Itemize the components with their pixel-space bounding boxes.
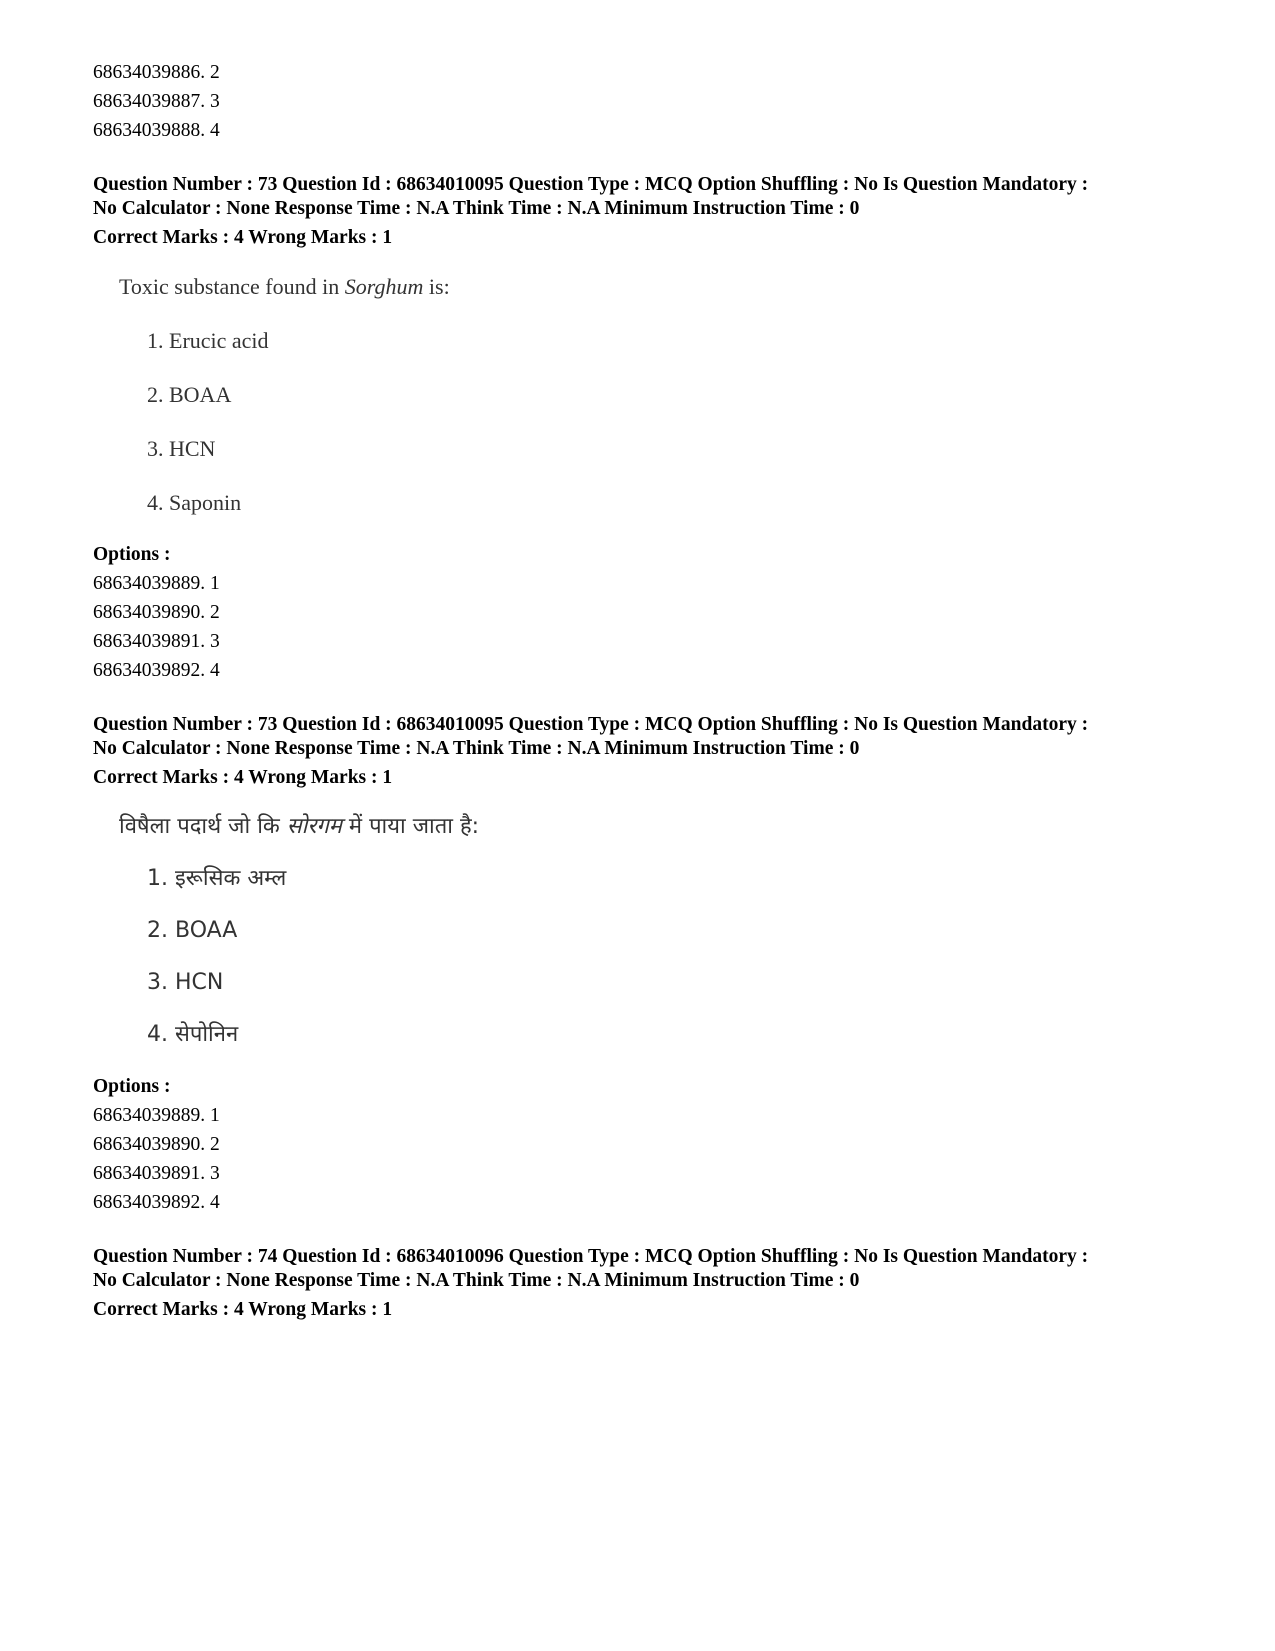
question-marks: Correct Marks : 4 Wrong Marks : 1 [93, 227, 393, 248]
question-meta-line: Question Number : 73 Question Id : 68634010095 Question Type : MCQ Option Shuffling : No Is Question Mandatory : [93, 714, 1089, 735]
question-meta-line: Question Number : 74 Question Id : 68634010096 Question Type : MCQ Option Shuffling : No Is Question Mandatory : [93, 1246, 1089, 1267]
options-label: Options : [93, 544, 171, 565]
option-line: 68634039889. 1 [93, 573, 220, 594]
option-line: 68634039890. 2 [93, 602, 220, 623]
document-page [93, 58, 1203, 1322]
question-meta-line: No Calculator : None Response Time : N.A Think Time : N.A Minimum Instruction Time : 0 [93, 198, 860, 219]
option-line: 68634039890. 2 [93, 1134, 220, 1155]
question-choice: 3. HCN [147, 970, 224, 995]
question-meta-line: No Calculator : None Response Time : N.A Think Time : N.A Minimum Instruction Time : 0 [93, 738, 860, 759]
question-choice: 2. BOAA [147, 918, 238, 943]
question-block-74 [93, 1245, 1203, 1322]
question-marks: Correct Marks : 4 Wrong Marks : 1 [93, 767, 393, 788]
question-choice: 1. Erucic acid [147, 328, 269, 353]
option-line: 68634039891. 3 [93, 1163, 220, 1184]
previous-options-list [93, 58, 1203, 145]
question-block-73-hi [93, 713, 1203, 1217]
question-choice: 2. BOAA [147, 382, 232, 407]
option-line: 68634039887. 3 [93, 91, 220, 112]
option-line: 68634039891. 3 [93, 631, 220, 652]
question-choice: 3. HCN [147, 436, 216, 461]
question-meta-line: Question Number : 73 Question Id : 68634010095 Question Type : MCQ Option Shuffling : No Is Question Mandatory : [93, 174, 1089, 195]
question-stem: विषैला पदार्थ जो कि सोरगम में पाया जाता है: [119, 814, 480, 839]
question-choice: 4. Saponin [147, 490, 242, 515]
option-line: 68634039892. 4 [93, 660, 220, 681]
question-block-73-en [93, 173, 1203, 685]
options-label: Options : [93, 1076, 171, 1097]
question-content [119, 812, 1203, 1050]
option-line: 68634039892. 4 [93, 1192, 220, 1213]
option-line: 68634039888. 4 [93, 120, 220, 141]
option-line: 68634039886. 2 [93, 62, 220, 83]
question-choice: 4. सेपोनिन [147, 1022, 239, 1047]
question-meta-line: No Calculator : None Response Time : N.A Think Time : N.A Minimum Instruction Time : 0 [93, 1270, 860, 1291]
question-stem: Toxic substance found in Sorghum is: [119, 274, 450, 299]
option-line: 68634039889. 1 [93, 1105, 220, 1126]
question-marks: Correct Marks : 4 Wrong Marks : 1 [93, 1299, 393, 1320]
question-choice: 1. इरूसिक अम्ल [147, 866, 287, 891]
question-content [119, 272, 1203, 518]
